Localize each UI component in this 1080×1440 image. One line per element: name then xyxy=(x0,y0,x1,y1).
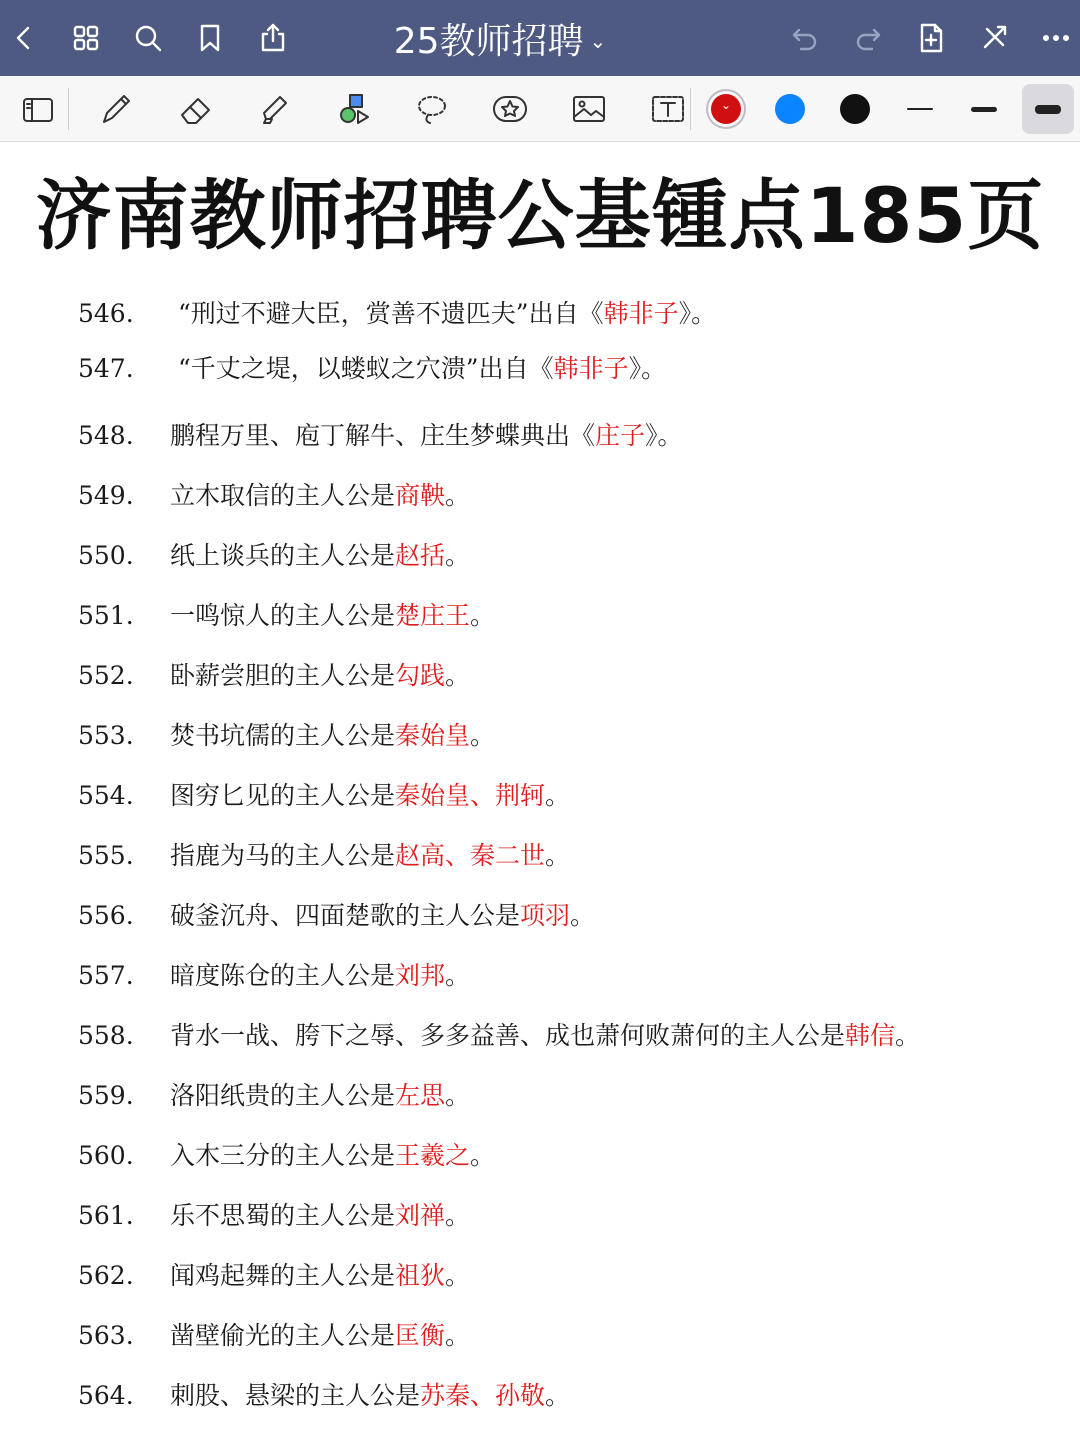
list-item xyxy=(0,536,1080,576)
item-text-segment: 。 xyxy=(445,481,471,510)
item-text-segment: 纸上谈兵的主人公是 xyxy=(170,541,396,570)
text-box-icon[interactable] xyxy=(642,84,694,134)
item-number: 552. xyxy=(78,661,134,690)
list-item xyxy=(0,896,1080,936)
list-item xyxy=(0,716,1080,756)
app-top-bar xyxy=(0,0,1080,76)
toolbar-divider xyxy=(690,88,691,130)
item-text xyxy=(170,1196,470,1236)
item-text xyxy=(170,1256,470,1296)
answer-highlight: 庄子 xyxy=(595,421,646,450)
item-text-segment: 指鹿为马的主人公是 xyxy=(170,841,396,870)
item-text-segment: 背水一战、胯下之辱、多多益善、成也萧何败萧何的主人公是 xyxy=(170,1021,846,1050)
item-text xyxy=(170,1136,495,1176)
item-text xyxy=(170,476,470,516)
item-text-segment: “千丈之堤，以蝼蚁之穴溃”出自《 xyxy=(178,354,554,383)
item-number: 560. xyxy=(78,1141,134,1170)
answer-highlight: 勾践 xyxy=(395,661,446,690)
item-text-segment: 》。 xyxy=(678,299,717,328)
item-text-segment: 。 xyxy=(895,1021,921,1050)
answer-highlight: 赵括 xyxy=(395,541,446,570)
stroke-width-thin[interactable] xyxy=(894,84,946,134)
stroke-width-medium[interactable] xyxy=(958,84,1010,134)
answer-highlight: 韩非子 xyxy=(603,299,679,328)
list-item xyxy=(0,1016,1080,1056)
document-title: 25教师招聘 xyxy=(393,20,584,62)
shapes-icon[interactable] xyxy=(328,84,380,134)
item-text-segment: 刺股、悬梁的主人公是 xyxy=(170,1381,421,1410)
annotation-toolbar xyxy=(0,76,1080,142)
sticker-icon[interactable] xyxy=(484,84,536,134)
answer-highlight: 王羲之 xyxy=(395,1141,471,1170)
sidebar-toggle-icon[interactable] xyxy=(12,84,64,134)
item-text-segment: 。 xyxy=(470,601,496,630)
item-number: 564. xyxy=(78,1381,134,1410)
item-number: 557. xyxy=(78,961,134,990)
list-item xyxy=(0,1316,1080,1356)
item-text xyxy=(178,349,666,389)
answer-highlight: 秦始皇 xyxy=(395,721,471,750)
item-text-segment: 。 xyxy=(445,541,471,570)
item-number: 550. xyxy=(78,541,134,570)
answer-highlight: 苏秦、孙敬 xyxy=(420,1381,546,1410)
item-text-segment: 入木三分的主人公是 xyxy=(170,1141,396,1170)
item-text-segment: 图穷匕见的主人公是 xyxy=(170,781,396,810)
item-text-segment: 破釜沉舟、四面楚歌的主人公是 xyxy=(170,901,521,930)
item-text-segment: 》。 xyxy=(645,421,683,450)
search-icon[interactable] xyxy=(128,18,168,58)
item-number: 562. xyxy=(78,1261,134,1290)
back-icon[interactable] xyxy=(4,18,44,58)
stroke-width-thick[interactable] xyxy=(1022,84,1074,134)
item-number: 553. xyxy=(78,721,134,750)
document-title-button[interactable] xyxy=(360,12,640,64)
answer-highlight: 刘邦 xyxy=(395,961,446,990)
item-text-segment: 立木取信的主人公是 xyxy=(170,481,396,510)
grid-icon[interactable] xyxy=(66,18,106,58)
item-text-segment: 乐不思蜀的主人公是 xyxy=(170,1201,396,1230)
list-item xyxy=(0,1376,1080,1416)
item-number: 559. xyxy=(78,1081,134,1110)
item-text xyxy=(170,536,470,576)
share-icon[interactable] xyxy=(253,18,293,58)
item-text xyxy=(170,896,595,936)
list-item xyxy=(0,1256,1080,1296)
eraser-icon[interactable] xyxy=(170,84,222,134)
image-icon[interactable] xyxy=(563,84,615,134)
list-item xyxy=(0,1196,1080,1236)
answer-highlight: 左思 xyxy=(395,1081,446,1110)
list-item xyxy=(0,476,1080,516)
item-text xyxy=(170,836,570,876)
item-text xyxy=(170,656,470,696)
item-text-segment: 。 xyxy=(545,841,571,870)
thin-line-icon xyxy=(907,108,933,110)
item-number: 556. xyxy=(78,901,134,930)
item-text-segment: “刑过不避大臣，赏善不遗匹夫”出自《 xyxy=(178,299,604,328)
answer-highlight: 秦始皇、荆轲 xyxy=(395,781,546,810)
color-swatch-blue[interactable] xyxy=(775,94,805,124)
close-toolbar-icon[interactable] xyxy=(974,18,1014,58)
item-text-segment: 。 xyxy=(470,721,496,750)
chevron-down-icon: ⌄ xyxy=(720,98,732,112)
answer-highlight: 祖狄 xyxy=(395,1261,446,1290)
item-number: 563. xyxy=(78,1321,134,1350)
item-number: 549. xyxy=(78,481,134,510)
item-number: 551. xyxy=(78,601,134,630)
answer-highlight: 韩信 xyxy=(845,1021,896,1050)
item-number: 547. xyxy=(78,354,134,383)
list-item xyxy=(0,349,1080,389)
color-swatch-red[interactable] xyxy=(711,94,741,124)
item-text-segment: 洛阳纸贵的主人公是 xyxy=(170,1081,396,1110)
item-text xyxy=(170,716,495,756)
list-item xyxy=(0,776,1080,816)
item-text-segment: 鹏程万里、庖丁解牛、庄生梦蝶典出《 xyxy=(170,421,596,450)
item-text-segment: 凿壁偷光的主人公是 xyxy=(170,1321,396,1350)
item-text-segment: 一鸣惊人的主人公是 xyxy=(170,601,396,630)
list-item xyxy=(0,1136,1080,1176)
item-text xyxy=(170,1016,920,1056)
item-text-segment: 。 xyxy=(445,1261,471,1290)
answer-highlight: 商鞅 xyxy=(395,481,446,510)
item-number: 548. xyxy=(78,421,134,450)
item-text xyxy=(170,1316,470,1356)
item-text-segment: 。 xyxy=(545,1381,571,1410)
answer-highlight: 赵高、秦二世 xyxy=(395,841,546,870)
item-number: 561. xyxy=(78,1201,134,1230)
item-text-segment: 。 xyxy=(445,1321,471,1350)
item-text xyxy=(178,294,716,334)
undo-icon[interactable] xyxy=(785,18,825,58)
item-number: 554. xyxy=(78,781,134,810)
thick-line-icon xyxy=(1035,105,1061,114)
item-text-segment: 闻鸡起舞的主人公是 xyxy=(170,1261,396,1290)
list-item xyxy=(0,956,1080,996)
color-swatch-black[interactable] xyxy=(840,94,870,124)
bookmark-icon[interactable] xyxy=(190,18,230,58)
item-text-segment: 卧薪尝胆的主人公是 xyxy=(170,661,396,690)
more-icon[interactable] xyxy=(1036,18,1076,58)
highlighter-icon[interactable] xyxy=(248,84,300,134)
answer-highlight: 匡衡 xyxy=(395,1321,446,1350)
answer-highlight: 韩非子 xyxy=(553,354,629,383)
list-item xyxy=(0,294,1080,334)
lasso-icon[interactable] xyxy=(406,84,458,134)
item-text-segment: 。 xyxy=(570,901,596,930)
list-item xyxy=(0,416,1080,456)
item-text xyxy=(170,416,683,456)
item-text xyxy=(170,1076,470,1116)
answer-highlight: 项羽 xyxy=(520,901,571,930)
item-text xyxy=(170,776,570,816)
list-item xyxy=(0,836,1080,876)
answer-highlight: 刘禅 xyxy=(395,1201,446,1230)
chevron-down-icon: ⌄ xyxy=(589,29,607,53)
item-text-segment: 。 xyxy=(445,961,471,990)
list-item xyxy=(0,656,1080,696)
item-text xyxy=(170,1376,570,1416)
item-text xyxy=(170,956,470,996)
item-text-segment: 。 xyxy=(470,1141,496,1170)
pen-icon[interactable] xyxy=(90,84,142,134)
medium-line-icon xyxy=(971,107,997,112)
page-title: 济南教师招聘公基锺点185页 xyxy=(35,171,1045,260)
item-number: 558. xyxy=(78,1021,134,1050)
item-text-segment: 。 xyxy=(545,781,571,810)
add-page-icon[interactable] xyxy=(911,18,951,58)
item-text-segment: 。 xyxy=(445,661,471,690)
item-number: 555. xyxy=(78,841,134,870)
answer-highlight: 楚庄王 xyxy=(395,601,471,630)
item-text-segment: 》。 xyxy=(628,354,667,383)
item-text-segment: 焚书坑儒的主人公是 xyxy=(170,721,396,750)
list-item xyxy=(0,596,1080,636)
toolbar-divider xyxy=(68,88,69,130)
item-text-segment: 。 xyxy=(445,1081,471,1110)
item-text-segment: 。 xyxy=(445,1201,471,1230)
item-text xyxy=(170,596,495,636)
item-number: 546. xyxy=(78,299,134,328)
redo-icon[interactable] xyxy=(848,18,888,58)
item-text-segment: 暗度陈仓的主人公是 xyxy=(170,961,396,990)
list-item xyxy=(0,1076,1080,1116)
